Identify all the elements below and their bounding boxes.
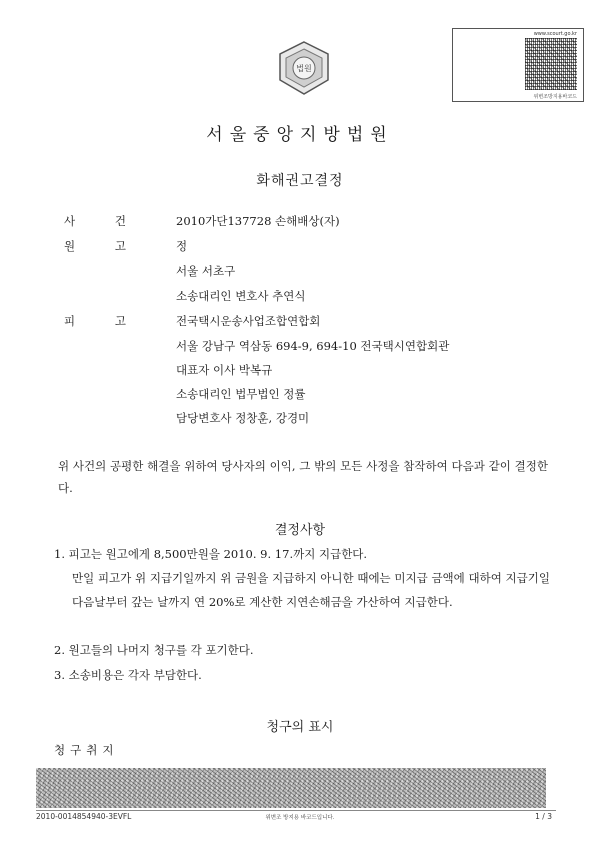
claim-title: 청구의 표시 [266,720,334,735]
case-label: 사 건 [64,214,126,228]
plaintiff-counsel: 소송대리인 변호사 추연식 [176,289,306,303]
qr-url: www.scourt.go.kr [533,31,577,37]
defendant-counsel: 소송대리인 법무법인 정률 [176,387,306,401]
page-number: 1 / 3 [535,812,552,821]
qr-code-icon [525,38,577,90]
document-title: 화해권고결정 [256,173,344,189]
defendant-name: 전국택시운송사업조합연합회 [176,314,321,328]
emblem-text: 법원 [296,64,312,73]
court-emblem-icon [276,40,332,96]
decision-item-2: 2. 원고들의 나머지 청구를 각 포기한다. [54,643,254,657]
footer-divider [36,810,556,811]
decision-item-1: 1. 피고는 원고에게 8,500만원을 2010. 9. 17.까지 지급한다. [54,547,368,561]
intro-paragraph: 위 사건의 공평한 해결을 위하여 당사자의 이익, 그 밖의 모든 사정을 참작하여 다음과 같이 결정한다. [58,459,548,495]
defendant-label: 피 고 [64,314,126,328]
security-barcode-strip [36,768,546,808]
defendant-address: 서울 강남구 역삼동 694-9, 694-10 전국택시연합회관 [176,339,450,353]
defendant-representative: 대표자 이사 박복규 [176,363,273,377]
plaintiff-name: 정 [176,239,188,253]
footer-note: 위변조 방지용 바코드입니다. [265,815,335,821]
decision-item-3: 3. 소송비용은 각자 부담한다. [54,668,202,682]
plaintiff-address: 서울 서초구 [176,264,236,278]
decision-item-1-detail: 만일 피고가 위 지급기일까지 위 금원을 지급하지 아니한 때에는 미지급 금액에 대하여 지급기일 다음날부터 갚는 날까지 연 20%로 계산한 지연손해금을 가산하여 지급한다. [72,571,550,609]
document-id: 2010-0014854940-3EVFL [36,812,132,821]
decision-title: 결정사항 [274,523,326,538]
qr-caption: 위변조방지용바코드 [533,94,577,100]
court-name: 서울중앙지방법원 [206,125,394,145]
claim-purpose-label: 청구취지 [54,743,119,757]
case-number: 2010가단137728 손해배상(자) [176,214,340,228]
verification-qr-box [452,28,584,102]
defendant-attorneys: 담당변호사 정창훈, 강경미 [176,411,310,425]
plaintiff-label: 원 고 [64,239,126,253]
